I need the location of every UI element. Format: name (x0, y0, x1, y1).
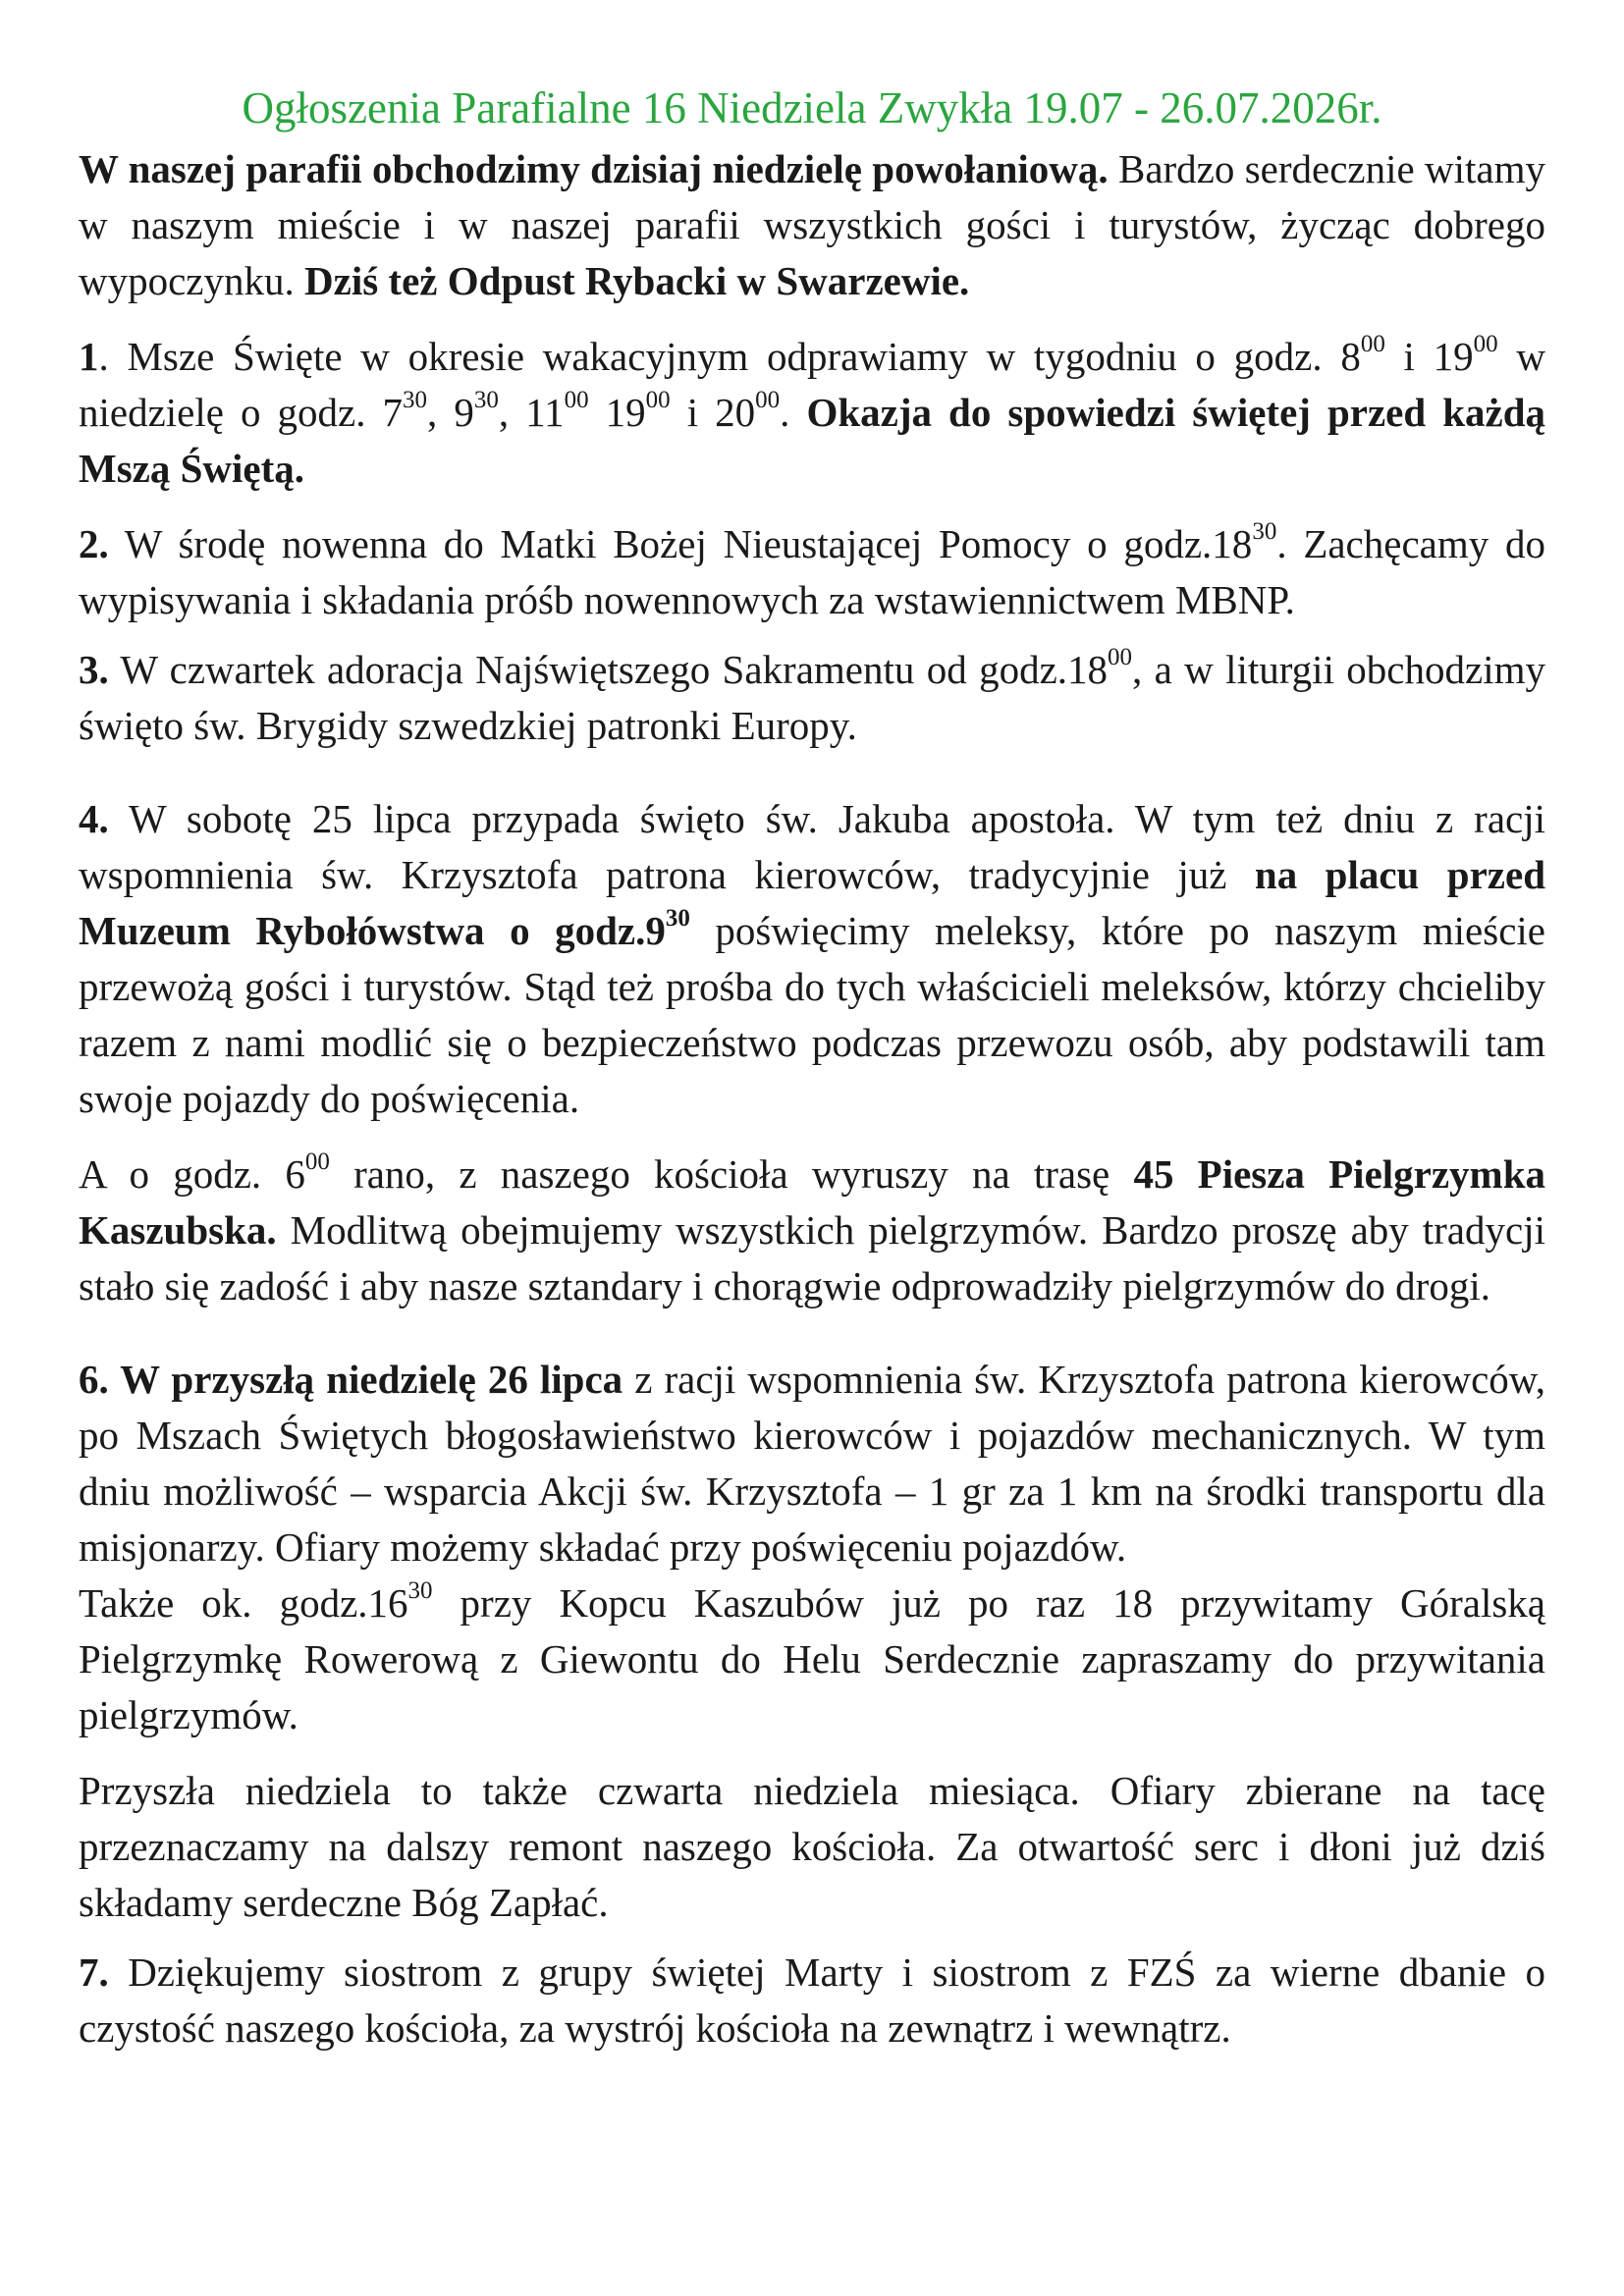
announcement-1-text-5: , 11 (498, 390, 565, 435)
announcement-1-text-2: i 19 (1384, 334, 1474, 379)
announcement-5-text-2: rano, z naszego kościoła wyruszy na trasę (329, 1151, 1134, 1197)
announcement-3-text-1: W czwartek adoracja Najświętszego Sakramentu od godz.18 (108, 647, 1109, 692)
time-superscript: 30 (473, 387, 499, 414)
announcement-6c-text: Przyszła niedziela to także czwarta niedziela miesiąca. Ofiary zbierane na tacę przeznaczamy na dalszy remont naszego kościoła. Za otwartość serc i dłoni już dziś składamy serdeczne Bóg Zapłać. (79, 1768, 1545, 1925)
announcement-1-text-7: i 20 (670, 390, 756, 435)
time-superscript: 00 (1360, 331, 1385, 358)
announcement-6b-text-2: przy Kopcu Kaszubów już po raz 18 przywitamy Góralską Pielgrzymkę Rowerową z Giewontu do Helu Serdecznie zapraszamy do przywitania pielgrzymów. (79, 1580, 1545, 1737)
intro-paragraph (79, 141, 1545, 309)
intro-text: Bardzo serdecznie witamy w naszym mieście i w naszej parafii wszystkich gości i turystów, życząc dobrego wypoczynku. (79, 146, 1545, 303)
announcement-1-text-8: . (780, 390, 807, 435)
announcement-6-collection (79, 1763, 1545, 1931)
announcement-3 (79, 642, 1545, 754)
announcement-2-number: 2. (79, 521, 109, 566)
time-superscript: 30 (665, 905, 690, 933)
announcement-3-number: 3. (79, 647, 109, 692)
time-superscript: 30 (407, 1577, 433, 1605)
announcement-5-text-3: Modlitwą obejmujemy wszystkich pielgrzymów. Bardzo proszę aby tradycji stało się zadość i aby nasze sztandary i chorągwie odprowadziły pielgrzymów do drogi. (79, 1207, 1545, 1308)
time-superscript: 00 (755, 387, 781, 414)
announcement-1-text-1: . Msze Święte w okresie wakacyjnym odprawiamy w tygodniu o godz. 8 (98, 334, 1361, 379)
intro-bold-2: Dziś też Odpust Rybacki w Swarzewie. (304, 258, 970, 303)
intro-bold-1: W naszej parafii obchodzimy dzisiaj niedzielę powołaniową. (79, 146, 1109, 191)
announcement-1-text-3: w niedzielę o godz. 7 (79, 334, 1545, 435)
announcement-4-text-1: W sobotę 25 lipca przypada święto św. Jakuba apostoła. W tym też dniu z racji wspomnienia św. Krzysztofa patrona kierowców, tradycyjnie już (79, 796, 1545, 897)
announcement-1-text-4: , 9 (427, 390, 474, 435)
time-superscript: 00 (645, 387, 671, 414)
announcement-1-text-6: 19 (588, 390, 646, 435)
announcements-page (79, 79, 1545, 2056)
announcement-6-text: z racji wspomnienia św. Krzysztofa patrona kierowców, po Mszach Świętych błogosławieństwo kierowców i pojazdów mechanicznych. W tym dniu możliwość – wsparcia Akcji św. Krzysztofa – 1 gr za 1 km na środki transportu dla misjonarzy. Ofiary możemy składać przy poświęceniu pojazdów. (79, 1357, 1545, 1570)
announcement-7-number: 7. (79, 1949, 109, 1995)
announcement-6-continued (79, 1575, 1545, 1743)
announcement-6b-text-1: Także ok. godz.16 (79, 1580, 408, 1626)
announcement-4 (79, 791, 1545, 1127)
announcement-1-bold: Okazja do spowiedzi świętej przed każdą Mszą Świętą. (79, 390, 1546, 491)
time-superscript: 30 (403, 387, 428, 414)
announcement-7-text: Dziękujemy siostrom z grupy świętej Marty i siostrom z FZŚ za wierne dbanie o czystość naszego kościoła, za wystrój kościoła na zewnątrz i wewnątrz. (79, 1949, 1545, 2051)
time-superscript: 00 (1108, 644, 1133, 671)
announcement-5-bold: 45 Piesza Pielgrzymka Kaszubska. (79, 1151, 1546, 1253)
announcement-4-text-2: poświęcimy meleksy, które po naszym mieście przewożą gości i turystów. Stąd też prośba do tych właścicieli meleksów, którzy chcieliby razem z nami modlić się o bezpieczeństwo podczas przewozu osób, aby podstawili tam swoje pojazdy do poświęcenia. (79, 908, 1545, 1121)
announcement-2-text-1: W środę nowenna do Matki Bożej Nieustającej Pomocy o godz.18 (108, 521, 1253, 566)
announcement-3-text-2: , a w liturgii obchodzimy święto św. Brygidy szwedzkiej patronki Europy. (79, 647, 1545, 748)
announcement-4-bold: na placu przed Muzeum Rybołówstwa o godz.9 (79, 852, 1545, 953)
announcement-7 (79, 1945, 1545, 2056)
time-superscript: 00 (304, 1148, 330, 1176)
time-superscript: 00 (1473, 331, 1498, 358)
announcement-4-number: 4. (79, 796, 109, 841)
announcement-2-text-2: . Zachęcamy do wypisywania i składania próśb nowennowych za wstawiennictwem MBNP. (79, 521, 1545, 622)
announcement-2 (79, 516, 1545, 628)
announcement-5-text-1: A o godz. 6 (79, 1151, 305, 1197)
time-superscript: 00 (564, 387, 589, 414)
time-superscript: 30 (1252, 518, 1277, 546)
page-title: Ogłoszenia Parafialne 16 Niedziela Zwykła 19.07 - 26.07.2026r. (242, 83, 1382, 133)
announcement-5 (79, 1147, 1545, 1314)
announcement-6 (79, 1352, 1545, 1575)
announcement-1 (79, 329, 1545, 497)
announcement-1-number: 1 (79, 334, 99, 379)
announcement-6-bold: 6. W przyszłą niedzielę 26 lipca (79, 1357, 623, 1402)
